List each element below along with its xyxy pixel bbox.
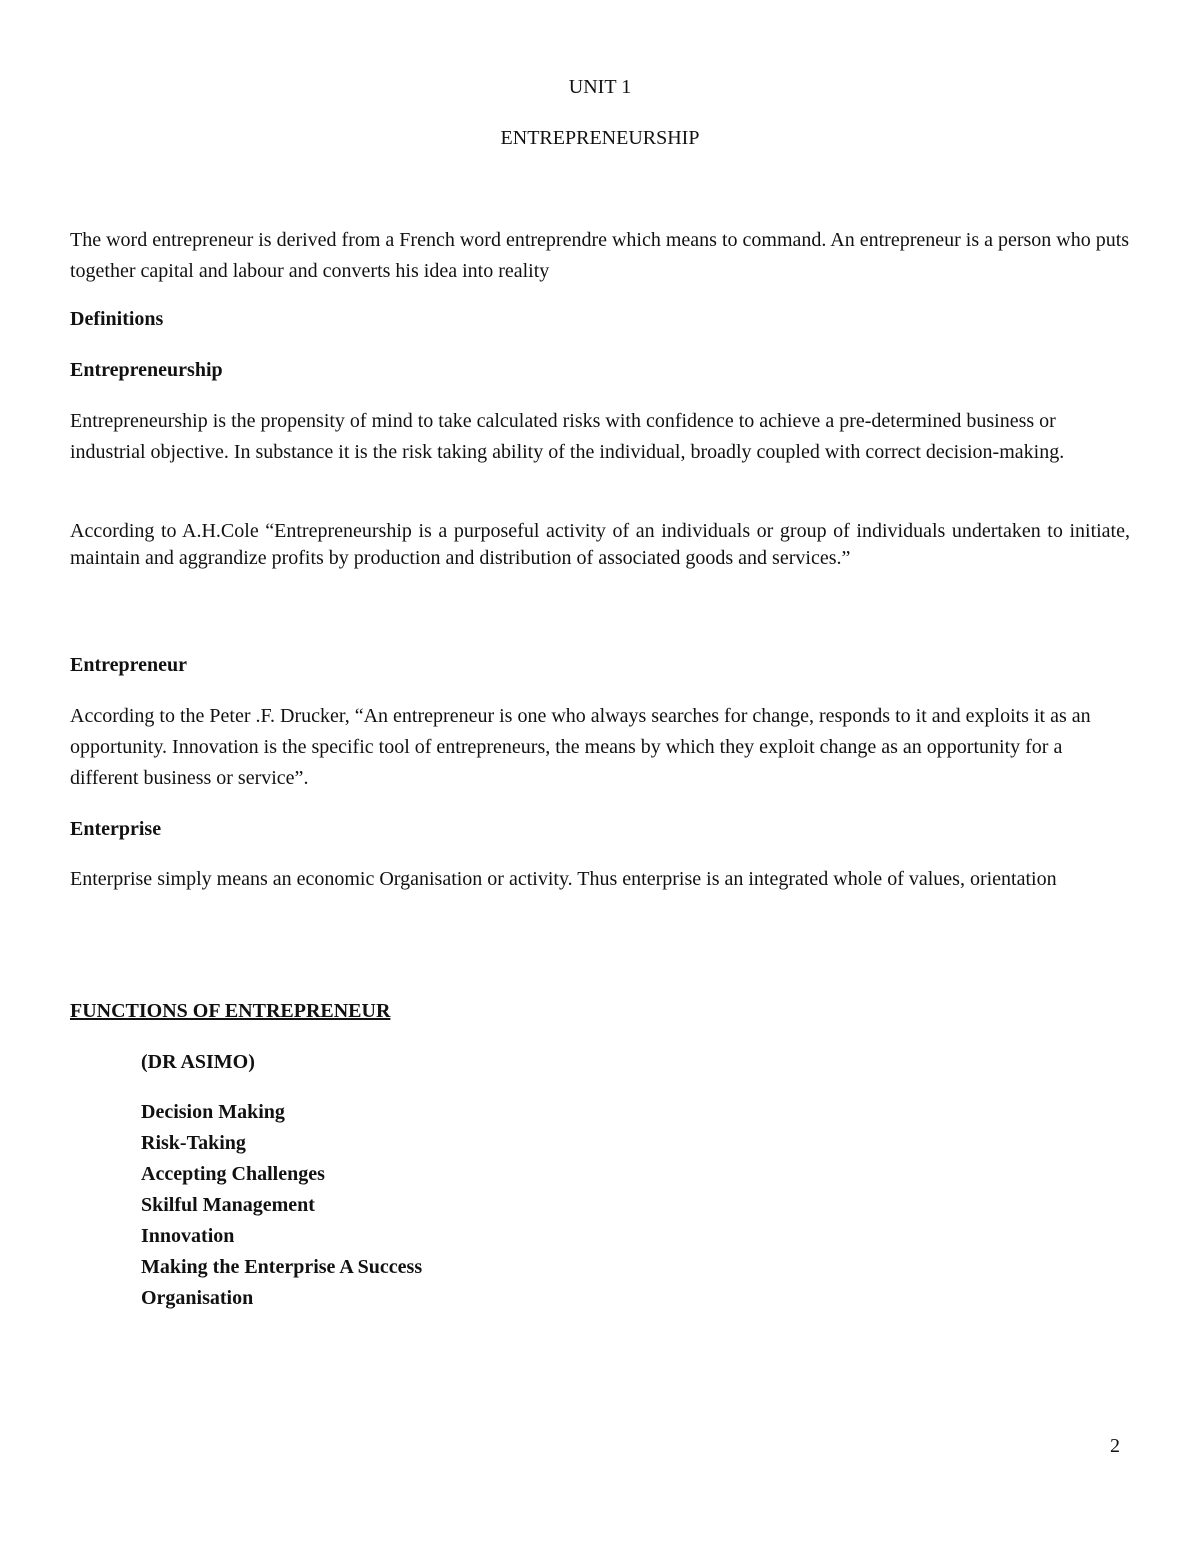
function-item: Risk-Taking xyxy=(141,1132,246,1154)
page-number: 2 xyxy=(1110,1435,1120,1457)
entrepreneur-heading: Entrepreneur xyxy=(70,654,188,676)
cole-quote: According to A.H.Cole “Entrepreneurship is a purposeful activity of an individuals or group of individuals undertaken to initiate, maintain and aggrandize profits by production and distribution of associated goods and services.” xyxy=(70,520,1130,569)
acronym-label: (DR ASIMO) xyxy=(141,1051,255,1073)
entrepreneurship-heading: Entrepreneurship xyxy=(70,359,223,381)
drucker-quote: According to the Peter .F. Drucker, “An entrepreneur is one who always searches for change, responds to it and exploits it as an opportunity. Innovation is the specific tool of entrepreneurs, the means by which they exploit change as an opportunity for a different business or service”. xyxy=(70,705,1091,789)
definitions-heading: Definitions xyxy=(70,308,164,330)
page-title: ENTREPRENEURSHIP xyxy=(500,127,700,149)
function-item: Skilful Management xyxy=(141,1194,315,1216)
unit-label: UNIT 1 xyxy=(568,76,632,98)
functions-heading: FUNCTIONS OF ENTREPRENEUR xyxy=(70,1000,391,1022)
functions-list xyxy=(141,1097,422,1314)
function-item: Making the Enterprise A Success xyxy=(141,1256,423,1278)
function-item: Organisation xyxy=(141,1287,254,1309)
intro-paragraph: The word entrepreneur is derived from a French word entreprendre which means to command. An entrepreneur is a person who puts together capital and labour and converts his idea into reality xyxy=(70,229,1130,282)
function-item: Accepting Challenges xyxy=(141,1163,325,1185)
entrepreneurship-definition: Entrepreneurship is the propensity of mind to take calculated risks with confidence to achieve a pre-determined business or industrial objective. In substance it is the risk taking ability of the individual, broadly coupled with correct decision-making. xyxy=(70,410,1065,463)
enterprise-definition: Enterprise simply means an economic Organisation or activity. Thus enterprise is an integrated whole of values, orientation xyxy=(70,868,1057,890)
function-item: Innovation xyxy=(141,1225,235,1247)
enterprise-heading: Enterprise xyxy=(70,818,162,840)
function-item: Decision Making xyxy=(141,1101,285,1123)
